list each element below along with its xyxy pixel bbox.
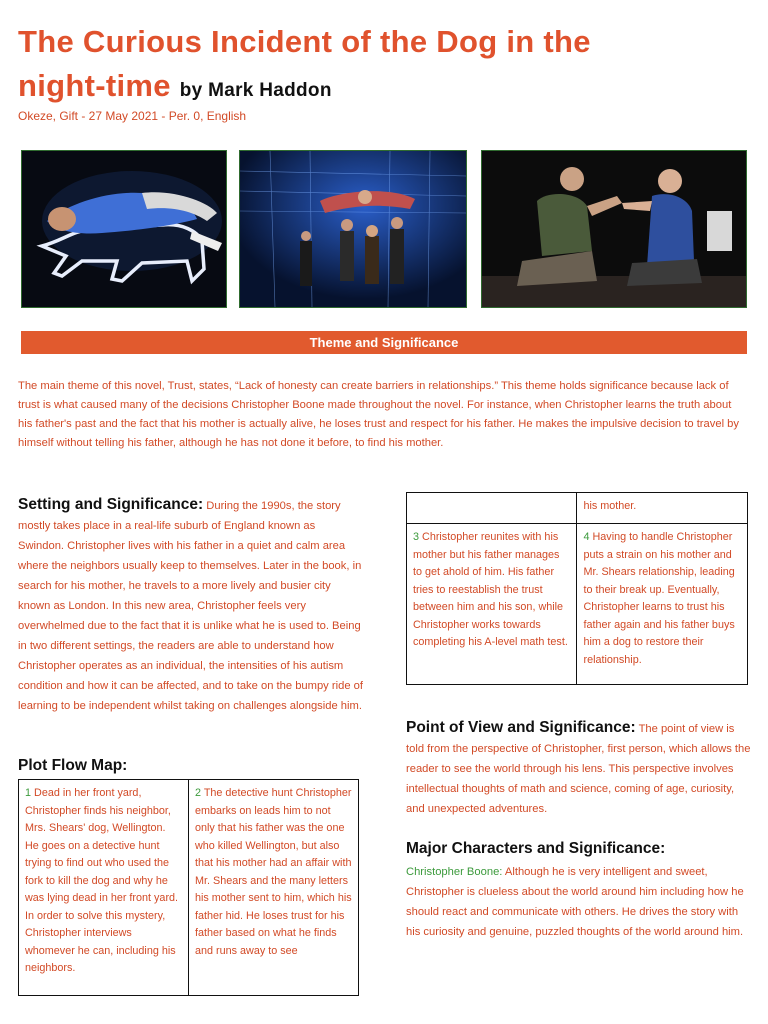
theme-banner: Theme and Significance [21, 331, 747, 354]
pov-section [406, 718, 751, 819]
page-title [18, 20, 758, 113]
character-name: Christopher Boone: [406, 866, 503, 878]
plot-cell-number: 4 [583, 531, 590, 543]
plot-heading: Plot Flow Map: [18, 757, 128, 774]
student-meta: Okeze, Gift - 27 May 2021 - Per. 0, English [18, 109, 247, 123]
dog-outline-photo-icon [22, 151, 226, 307]
plot-cell-text: Dead in her front yard, Christopher finds his neighbor, Mrs. Shears' dog, Wellington. He goes on a detective hunt trying to find out who used the fork to kill the dog and why he was lying dead in her front yard. In order to solve this mystery, Christopher interviews whomever he can, including his neighbors. [25, 787, 179, 974]
plot-cell-empty [407, 493, 577, 524]
plot-cell-1 [19, 780, 189, 996]
title-line-2: night-time [18, 68, 171, 103]
plot-cell-number: 3 [413, 531, 420, 543]
plot-cell-4 [577, 524, 748, 685]
plot-cell-text: Christopher reunites with his mother but his father manages to get ahold of him. His father tries to reestablish the trust between him and his son, while Christopher works towards completing his A-level math test. [413, 531, 568, 648]
stage-photo-3 [481, 150, 747, 308]
setting-text: During the 1990s, the story mostly takes place in a real-life suburb of England known as Swindon. Christopher lives with his father in a quiet and calm area where the neighbors usually keep to themselves. Later in the book, in search for his mother, he travels to a more lively and busier city known as London. In this new area, Christopher feels very overwhelmed due to the fact that it is unlike what he is used to. Being in two different settings, the readers are able to understand how Christopher operates as an individual, the intensities of his autism condition and how it can be affected, and to take on the bumpy ride of learning to be independent whilst taking on challenges alongside him. [18, 500, 363, 712]
plot-map-table-2 [406, 492, 748, 685]
author-byline: by Mark Haddon [179, 80, 332, 101]
character-text: Although he is very intelligent and sweet, Christopher is clueless about the world around him including how he should react and communicate with others. He drives the story with his curiosity and genuine, puzzled thoughts of the world around him. [406, 866, 744, 938]
plot-cell-number: 1 [25, 787, 32, 799]
plot-cell-2 [189, 780, 359, 996]
setting-section [18, 495, 363, 716]
characters-heading: Major Characters and Significance: [406, 840, 666, 857]
ensemble-photo-icon [240, 151, 466, 307]
plot-cell-text: his mother. [583, 500, 637, 512]
plot-cell-3 [407, 524, 577, 685]
theme-paragraph: The main theme of this novel, Trust, states, “Lack of honesty can create barriers in relationships.” This theme holds significance because lack of trust is what caused many of the decisions Christopher Boone made throughout the novel. For instance, when Christopher learns the truth about his father's past and the fact that his mother is actually alive, he loses trust and respect for his father. He makes the impulsive decision to travel by himself without telling his father, although he has not done it before, to find his mother. [18, 380, 739, 449]
plot-cell-continued [577, 493, 748, 524]
pov-text: The point of view is told from the perspective of Christopher, first person, which allows the reader to see the world through his lens. This perspective involves intellectual thoughts of math and science, coming of age, curiosity, and unexpected adventures. [406, 723, 751, 815]
plot-cell-text: The detective hunt Christopher embarks on leads him to not only that his father was the one who killed Wellington, but also that his mother had an affair with Mr. Shears and the many letters his mother sent to him, which his father hid. He loses trust for his father based on what he finds and runs away to see [195, 787, 352, 957]
plot-map-table-1 [18, 779, 359, 996]
setting-heading: Setting and Significance: [18, 496, 204, 513]
father-son-photo-icon [482, 151, 746, 307]
characters-section [406, 840, 751, 942]
stage-photo-2 [239, 150, 467, 308]
stage-photo-1 [21, 150, 227, 308]
title-line-1: The Curious Incident of the Dog in the [18, 24, 591, 59]
plot-cell-text: Having to handle Christopher puts a strain on his mother and Mr. Shears relationship, leading to their break up. Eventually, Christopher learns to trust his father again and his father buys him a dog to restore their relationship. [583, 531, 735, 666]
plot-cell-number: 2 [195, 787, 202, 799]
pov-heading: Point of View and Significance: [406, 719, 636, 736]
